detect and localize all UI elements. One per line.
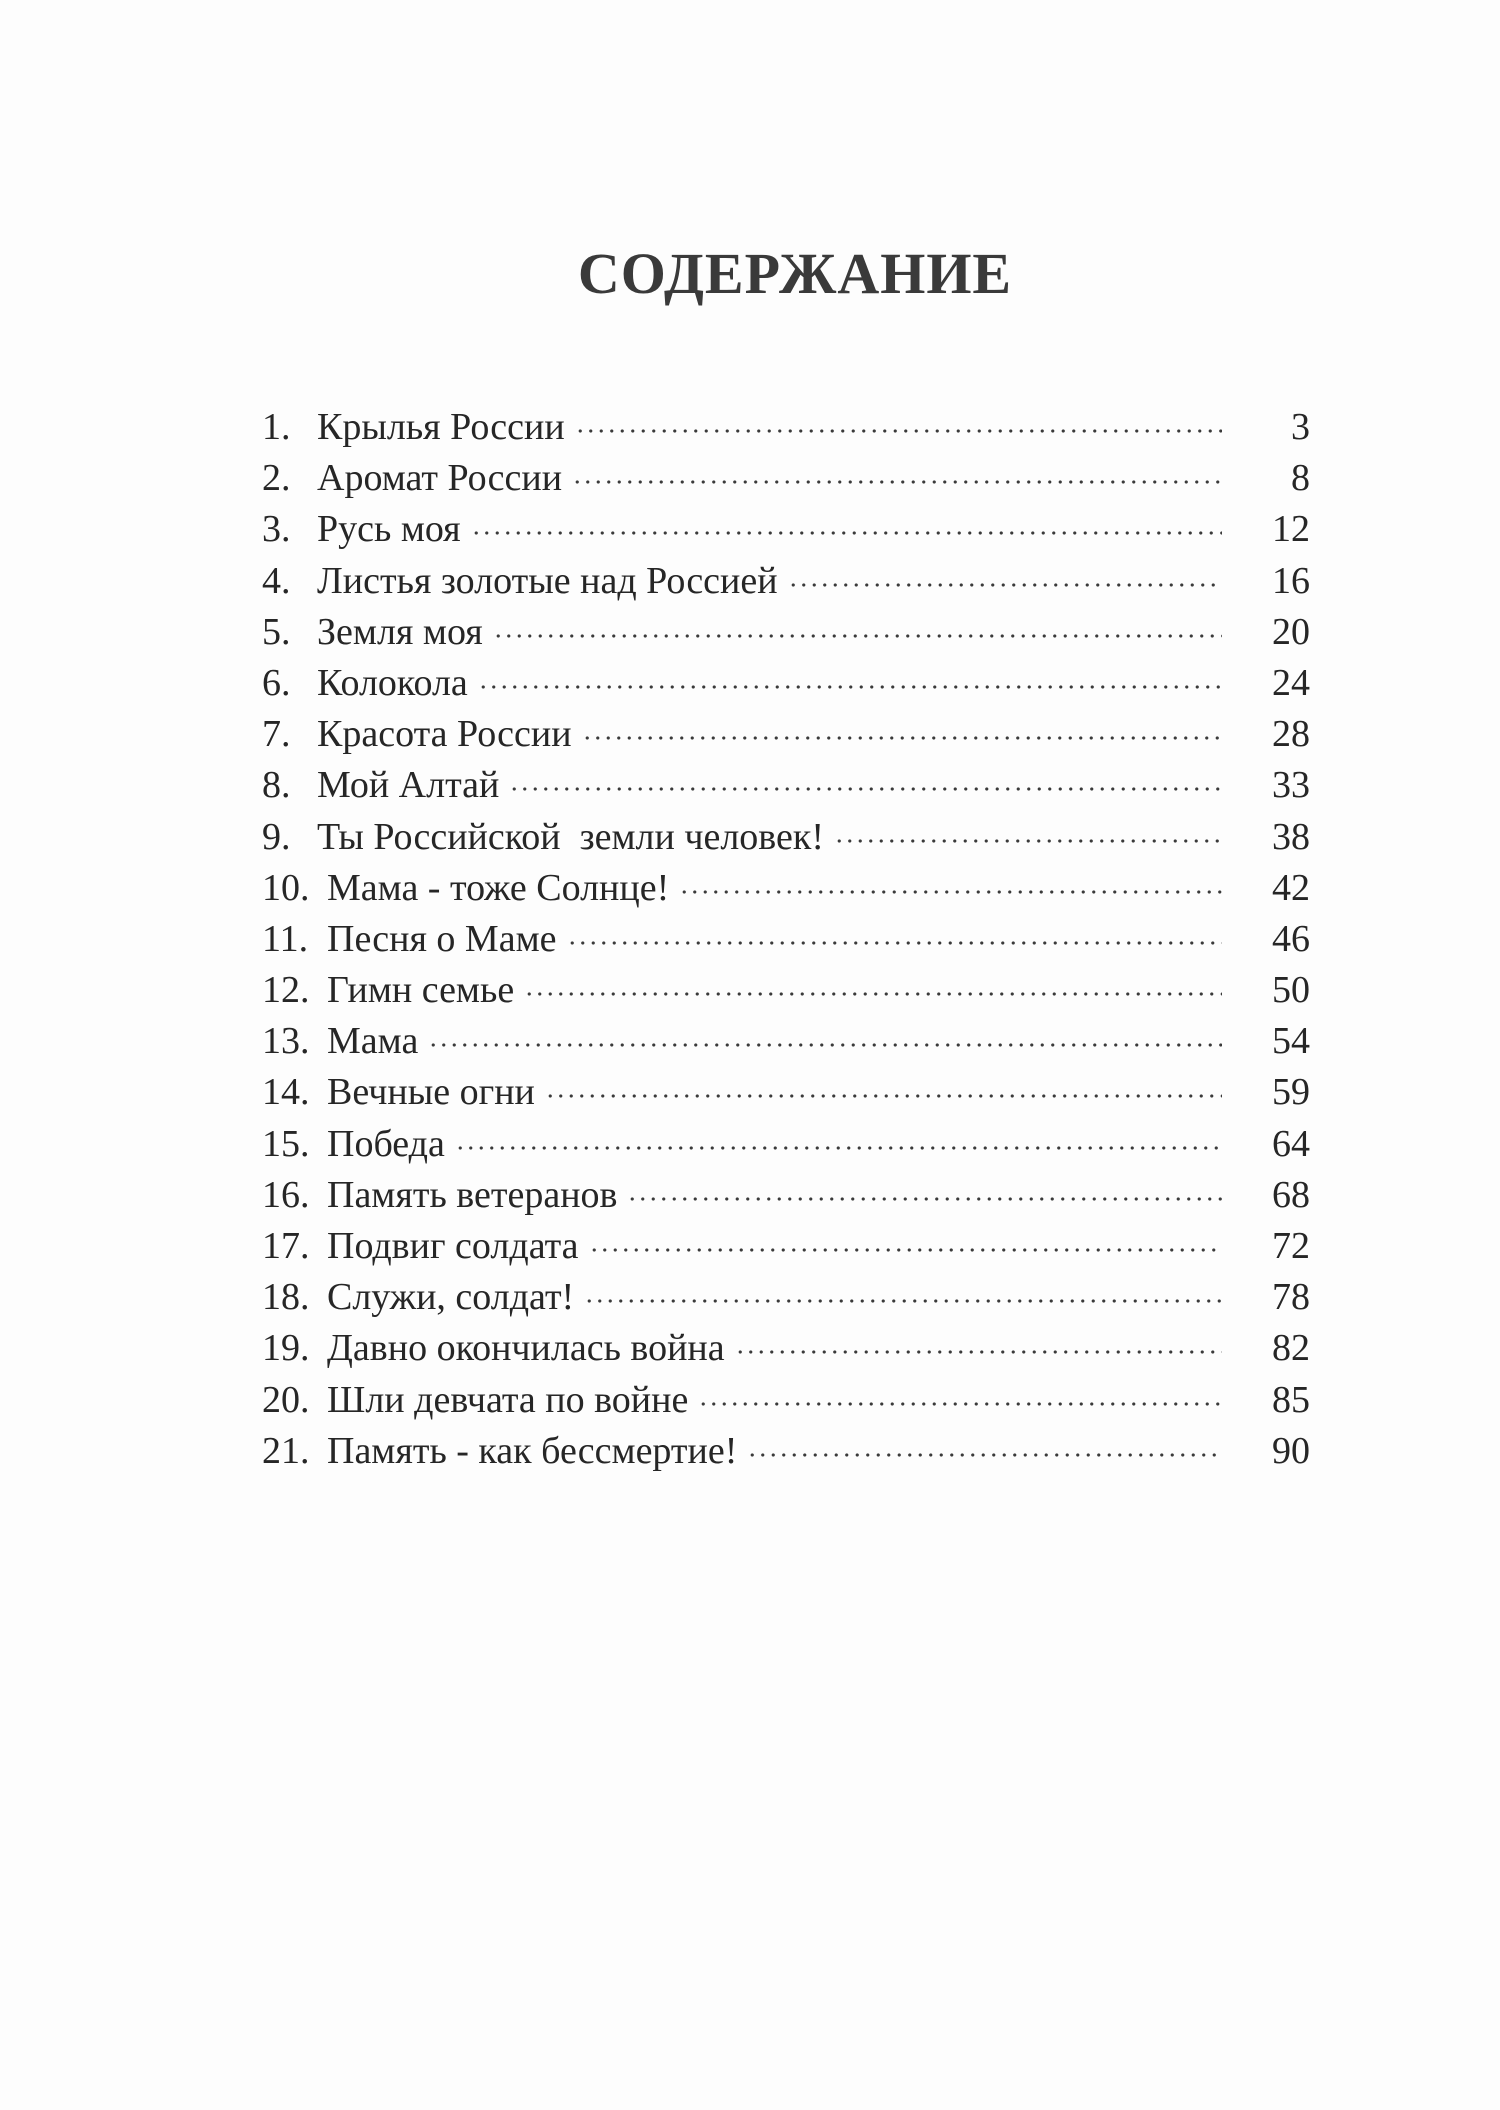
entry-title: Крылья России [317, 406, 565, 448]
toc-entry[interactable] [262, 914, 1310, 965]
entry-number: 19. [262, 1327, 310, 1370]
dot-leader [428, 1041, 1222, 1049]
dot-leader [471, 529, 1222, 537]
entry-number: 6. [262, 661, 291, 704]
entry-number: 11. [262, 917, 309, 960]
entry-page: 33 [1272, 764, 1310, 807]
entry-page: 20 [1272, 610, 1310, 653]
entry-number: 10. [262, 866, 310, 909]
toc-entry[interactable] [262, 965, 1310, 1016]
entry-title: Красота России [317, 713, 572, 756]
dot-leader [679, 888, 1222, 896]
entry-page: 78 [1272, 1276, 1310, 1319]
entry-title: Память ветеранов [327, 1173, 618, 1216]
dot-leader [698, 1400, 1222, 1408]
entry-number: 16. [262, 1173, 310, 1216]
toc-entry[interactable] [262, 402, 1310, 453]
entry-page: 38 [1272, 815, 1310, 858]
entry-page: 24 [1272, 661, 1310, 704]
entry-title: Ты Российской земли человек! [317, 815, 824, 858]
toc-entry[interactable] [262, 1272, 1310, 1323]
entry-number: 12. [262, 969, 310, 1012]
entry-title: Шли девчата по войне [327, 1378, 689, 1421]
entry-page: 16 [1272, 559, 1310, 602]
entry-title: Русь моя [317, 508, 461, 551]
entry-page: 72 [1272, 1225, 1310, 1267]
entry-title: Служи, солдат! [327, 1276, 575, 1319]
toc-entry[interactable] [262, 863, 1310, 914]
toc-entry[interactable] [262, 1323, 1310, 1374]
entry-number: 14. [262, 1071, 310, 1114]
entry-page: 50 [1272, 969, 1310, 1012]
toc-entry[interactable] [262, 1221, 1310, 1272]
toc-entry[interactable] [262, 1119, 1310, 1170]
entry-title: Песня о Маме [327, 917, 557, 960]
toc-entry[interactable] [262, 453, 1310, 504]
dot-leader [582, 734, 1222, 742]
entry-page: 85 [1272, 1378, 1310, 1421]
toc-entry[interactable] [262, 1375, 1310, 1426]
entry-page: 8 [1291, 457, 1310, 500]
entry-title: Подвиг солдата [327, 1225, 579, 1267]
entry-title: Земля моя [317, 610, 483, 653]
entry-number: 13. [262, 1020, 310, 1063]
entry-page: 90 [1272, 1429, 1310, 1472]
dot-leader [545, 1092, 1222, 1100]
entry-number: 2. [262, 457, 291, 500]
dot-leader [735, 1348, 1222, 1356]
entry-number: 7. [262, 713, 291, 756]
dot-leader [627, 1195, 1222, 1203]
toc-entry[interactable] [262, 658, 1310, 709]
toc-entry[interactable] [262, 1426, 1310, 1477]
dot-leader [567, 939, 1222, 947]
entry-page: 12 [1272, 508, 1310, 551]
entry-page: 64 [1272, 1122, 1310, 1165]
toc-entry[interactable] [262, 556, 1310, 607]
entry-number: 1. [262, 406, 291, 448]
entry-title: Вечные огни [327, 1071, 535, 1114]
dot-leader [788, 581, 1222, 589]
dot-leader [572, 478, 1222, 486]
toc-entry[interactable] [262, 607, 1310, 658]
toc-entry[interactable] [262, 1016, 1310, 1067]
dot-leader [589, 1246, 1222, 1254]
entry-page: 54 [1272, 1020, 1310, 1063]
entry-number: 8. [262, 764, 291, 807]
dot-leader [747, 1451, 1222, 1459]
dot-leader [575, 427, 1222, 435]
entry-title: Аромат России [317, 457, 563, 500]
entry-number: 5. [262, 610, 291, 653]
dot-leader [478, 683, 1222, 691]
entry-title: Мама [327, 1020, 419, 1063]
entry-page: 59 [1272, 1071, 1310, 1114]
page-title: СОДЕРЖАНИЕ [577, 241, 1013, 306]
toc-entry[interactable] [262, 709, 1310, 760]
entry-number: 9. [262, 815, 291, 858]
dot-leader [509, 785, 1222, 793]
toc-entry[interactable] [262, 1067, 1310, 1118]
entry-number: 18. [262, 1276, 310, 1319]
entry-page: 3 [1291, 406, 1310, 448]
dot-leader [834, 837, 1222, 845]
entry-page: 46 [1272, 917, 1310, 960]
entry-number: 4. [262, 559, 291, 602]
table-of-contents [262, 402, 1310, 1477]
entry-number: 15. [262, 1122, 310, 1165]
entry-number: 20. [262, 1378, 310, 1421]
entry-title: Колокола [317, 661, 468, 704]
entry-title: Победа [327, 1122, 445, 1165]
entry-title: Мама - тоже Солнце! [327, 866, 670, 909]
toc-entry[interactable] [262, 504, 1310, 555]
entry-page: 28 [1272, 713, 1310, 756]
dot-leader [493, 632, 1222, 640]
entry-page: 82 [1272, 1327, 1310, 1370]
toc-entry[interactable] [262, 760, 1310, 811]
toc-entry[interactable] [262, 812, 1310, 863]
dot-leader [584, 1297, 1222, 1305]
entry-page: 42 [1272, 866, 1310, 909]
entry-title: Мой Алтай [317, 764, 500, 807]
toc-entry[interactable] [262, 1170, 1310, 1221]
entry-title: Давно окончилась война [327, 1327, 725, 1370]
entry-number: 3. [262, 508, 291, 551]
dot-leader [524, 990, 1222, 998]
entry-title: Гимн семье [327, 969, 515, 1012]
entry-number: 17. [262, 1225, 310, 1267]
entry-page: 68 [1272, 1173, 1310, 1216]
entry-title: Листья золотые над Россией [317, 559, 778, 602]
entry-title: Память - как бессмертие! [327, 1429, 738, 1472]
dot-leader [455, 1144, 1222, 1152]
entry-number: 21. [262, 1429, 310, 1472]
